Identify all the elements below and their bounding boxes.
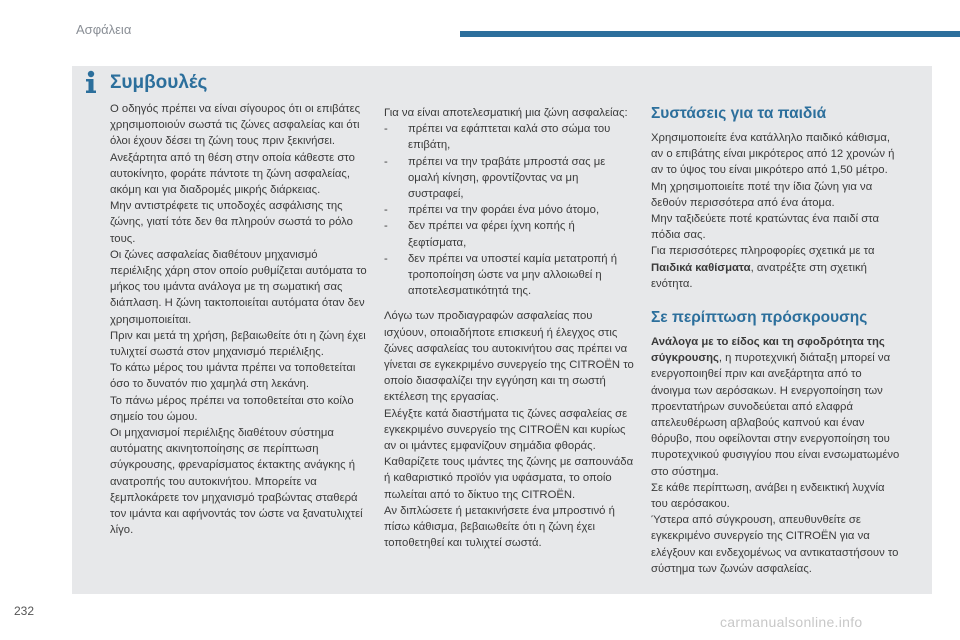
- paragraph: Ο οδηγός πρέπει να είναι σίγουρος ότι οι επιβάτες χρησιμοποιούν σωστά τις ζώνες ασφαλείας και ότι όλοι έχουν δέσει τη ζώνη τους πριν ξεκινήσει.: [110, 103, 361, 148]
- paragraph: Μην αντιστρέφετε τις υποδοχές ασφάλισης της ζώνης, γιατί τότε δεν θα πληρούν σωστά το ρόλο τους.: [110, 200, 353, 245]
- children-section-title: Συστάσεις για τα παιδιά: [651, 105, 827, 122]
- cross-reference: [651, 243, 901, 292]
- ref-prefix: Για περισσότερες πληροφορίες σχετικά με τα: [651, 245, 875, 258]
- paragraph: Λόγω των προδιαγραφών ασφαλείας που ισχύουν, οποιαδήποτε επισκευή ή έλεγχος στις ζώνες ασφαλείας του αυτοκινήτου σας πρέπει να γίνεται σε εγκεκριμένο συνεργείο της CITROËN το οποίο διασφαλίζει την εγγύηση και τη σωστή εκτέλεση της εργασίας.: [384, 310, 634, 404]
- list-item: - δεν πρέπει να υποστεί καμία μετατροπή ή τροποποίηση ώστε να μην αλλοιωθεί η αποτελεσματικότητά της.: [384, 251, 636, 300]
- spacer: [384, 299, 636, 308]
- paragraph: Το κάτω μέρος του ιμάντα πρέπει να τοποθετείται όσο το δυνατόν πιο χαμηλά στη λεκάνη.: [110, 362, 356, 391]
- info-icon: [82, 69, 100, 95]
- paragraph: Καθαρίζετε τους ιμάντες της ζώνης με σαπουνάδα ή καθαριστικό προϊόν για υφάσματα, το οποίο πωλείται από το δίκτυο της CITROËN.: [384, 456, 634, 501]
- paragraph: Πριν και μετά τη χρήση, βεβαιωθείτε ότι η ζώνη έχει τυλιχτεί σωστά στον μηχανισμό περιέλιξης.: [110, 329, 366, 359]
- column-1: [110, 101, 370, 538]
- effectiveness-list: [384, 121, 636, 299]
- list-item: - πρέπει να την τραβάτε μπροστά σας με ομαλή κίνηση, φροντίζοντας να μη συστραφεί,: [384, 154, 636, 203]
- page-title: Συμβουλές: [110, 72, 208, 93]
- list-item: - πρέπει να εφάπτεται καλά στο σώμα του επιβάτη,: [384, 121, 636, 153]
- section-header-title: Ασφάλεια: [76, 22, 132, 37]
- column-2: [384, 105, 636, 551]
- ref-suffix: , ανατρέξτε στη σχετική ενότητα.: [651, 261, 867, 290]
- paragraph: Οι ζώνες ασφαλείας διαθέτουν μηχανισμό περιέλιξης χάρη στον οποίο ρυθμίζεται αυτόματα το μήκος του ιμάντα ανάλογα με τη σωματική σας διάπλαση. Η ζώνη τακτοποιείται αυτόματα όταν δεν χρησιμοποιείται.: [110, 248, 367, 326]
- list-intro: Για να είναι αποτελεσματική μια ζώνη ασφαλείας:: [384, 107, 628, 119]
- paragraph: Το πάνω μέρος πρέπει να τοποθετείται στο κοίλο σημείο του ώμου.: [110, 394, 354, 423]
- column-3: [651, 104, 901, 577]
- paragraph: Ανεξάρτητα από τη θέση στην οποία κάθεστε στο αυτοκίνητο, φοράτε πάντοτε τη ζώνη ασφαλείας, ακόμη και για διαδρομές μικρής διάρκειας.: [110, 151, 355, 197]
- collision-section-title: Σε περίπτωση πρόσκρουσης: [651, 309, 868, 327]
- list-item: - δεν πρέπει να φέρει ίχνη κοπής ή ξεφτίσματα,: [384, 218, 636, 250]
- paragraph: Σε κάθε περίπτωση, ανάβει η ενδεικτική λυχνία του αερόσακου.: [651, 481, 885, 511]
- paragraph: Μην ταξιδεύετε ποτέ κρατώντας ένα παιδί στα πόδια σας.: [651, 213, 880, 242]
- list-item: - πρέπει να την φοράει ένα μόνο άτομο,: [384, 202, 636, 218]
- header-accent-bar: [460, 31, 960, 37]
- watermark: carmanualsonline.info: [720, 614, 863, 630]
- paragraph: Χρησιμοποιείτε ένα κατάλληλο παιδικό κάθισμα, αν ο επιβάτης είναι μικρότερος από 12 χρονών ή αν το ύψος του είναι μικρότερο από 1,50 μέτρο.: [651, 132, 895, 177]
- collision-bold-lead: Ανάλογα με το είδος και τη σφοδρότητα της σύγκρουσης: [651, 336, 885, 365]
- ref-bold: Παιδικά καθίσματα: [651, 261, 751, 274]
- page-number: 232: [14, 604, 35, 618]
- collision-text: , η πυροτεχνική διάταξη μπορεί να ενεργοποιηθεί πριν και ανεξάρτητα από το άνοιγμα των αερόσακων. Η ενεργοποίηση των προεντατήρων συνοδεύεται από ελαφρά απελευθέρωση αβλαβούς καπνού και έναν θόρυβο, που οφείλονται στην ενεργοποίηση του πυροτεχνικού φυσιγγίου που είναι ενσωματωμένο στο σύστημα.: [651, 352, 900, 478]
- paragraph: Ύστερα από σύγκρουση, απευθυνθείτε σε εγκεκριμένο συνεργείο της CITROËN για να ελέγξουν και ενδεχομένως να αντικαταστήσουν το σύστημα των ζωνών ασφαλείας.: [651, 514, 899, 575]
- paragraph: Οι μηχανισμοί περιέλιξης διαθέτουν σύστημα αυτόματης ακινητοποίησης σε περίπτωση σύγκρουσης, φρεναρίσματος έκτακτης ανάγκης ή ανατροπής του αυτοκινήτου. Μπορείτε να ξεμπλοκάρετε τον μηχανισμό τραβώντας σταθερά τον ιμάντα και αφήνοντάς τον ώστε να ξανατυλιχτεί λίγο.: [110, 427, 363, 537]
- paragraph: Αν διπλώσετε ή μετακινήσετε ένα μπροστινό ή πίσω κάθισμα, βεβαιωθείτε ότι η ζώνη έχει τοποθετηθεί και τυλιχτεί σωστά.: [384, 504, 615, 550]
- paragraph: Μη χρησιμοποιείτε ποτέ την ίδια ζώνη για να δεθούν περισσότερα από ένα άτομα.: [651, 180, 873, 209]
- paragraph: Ελέγξτε κατά διαστήματα τις ζώνες ασφαλείας σε εγκεκριμένο συνεργείο της CITROËN και κυρίως αν οι ιμάντες εμφανίζουν σημάδια φθοράς.: [384, 407, 628, 453]
- paragraph: [651, 334, 901, 480]
